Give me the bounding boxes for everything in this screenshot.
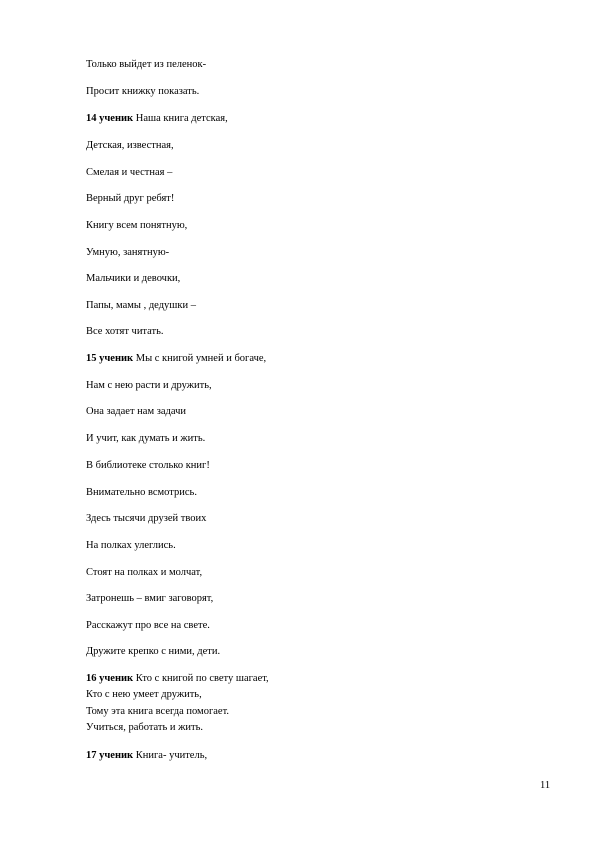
text-line: Учиться, работать и жить. — [86, 722, 204, 733]
text-line: Мальчики и девочки, — [86, 273, 181, 284]
text-line: Только выйдет из пеленок- — [86, 59, 207, 70]
text-line: Нам с нею расти и дружить, — [86, 380, 212, 391]
text-line-speaker: 14 ученик Наша книга детская, — [86, 113, 228, 124]
text-line: Книгу всем понятную, — [86, 220, 188, 231]
speaker-label: 15 ученик — [86, 353, 134, 364]
text-line: Кто с нею умеет дружить, — [86, 689, 202, 700]
text-line: Она задает нам задачи — [86, 406, 187, 417]
text-line: Все хотят читать. — [86, 326, 164, 337]
text-line-speaker: 17 ученик Книга- учитель, — [86, 750, 208, 761]
text-line: Умную, занятную- — [86, 247, 170, 258]
text-line: На полках улеглись. — [86, 540, 176, 551]
text-line: Здесь тысячи друзей твоих — [86, 513, 207, 524]
speaker-label: 14 ученик — [86, 113, 134, 124]
text-line-speaker: 15 ученик Мы с книгой умней и богаче, — [86, 353, 267, 364]
page-number: 11 — [540, 780, 551, 791]
text-line: И учит, как думать и жить. — [86, 433, 206, 444]
text-line: Дружите крепко с ними, дети. — [86, 646, 221, 657]
text-line: Смелая и честная – — [86, 167, 173, 178]
speaker-label: 16 ученик — [86, 673, 134, 684]
text-line: Тому эта книга всегда помогает. — [86, 706, 230, 717]
text-line: Расскажут про все на свете. — [86, 620, 210, 631]
text-line: В библиотеке столько книг! — [86, 460, 210, 471]
text-line: Стоят на полках и молчат, — [86, 567, 203, 578]
text-line: Детская, известная, — [86, 140, 174, 151]
speaker-label: 17 ученик — [86, 750, 134, 761]
text-line-speaker: 16 ученик Кто с книгой по свету шагает, — [86, 673, 269, 684]
text-line: Просит книжку показать. — [86, 86, 200, 97]
text-line: Внимательно всмотрись. — [86, 487, 197, 498]
text-line: Затронешь – вмиг заговорят, — [86, 593, 214, 604]
text-line: Папы, мамы , дедушки – — [86, 300, 196, 311]
text-line: Верный друг ребят! — [86, 193, 175, 204]
